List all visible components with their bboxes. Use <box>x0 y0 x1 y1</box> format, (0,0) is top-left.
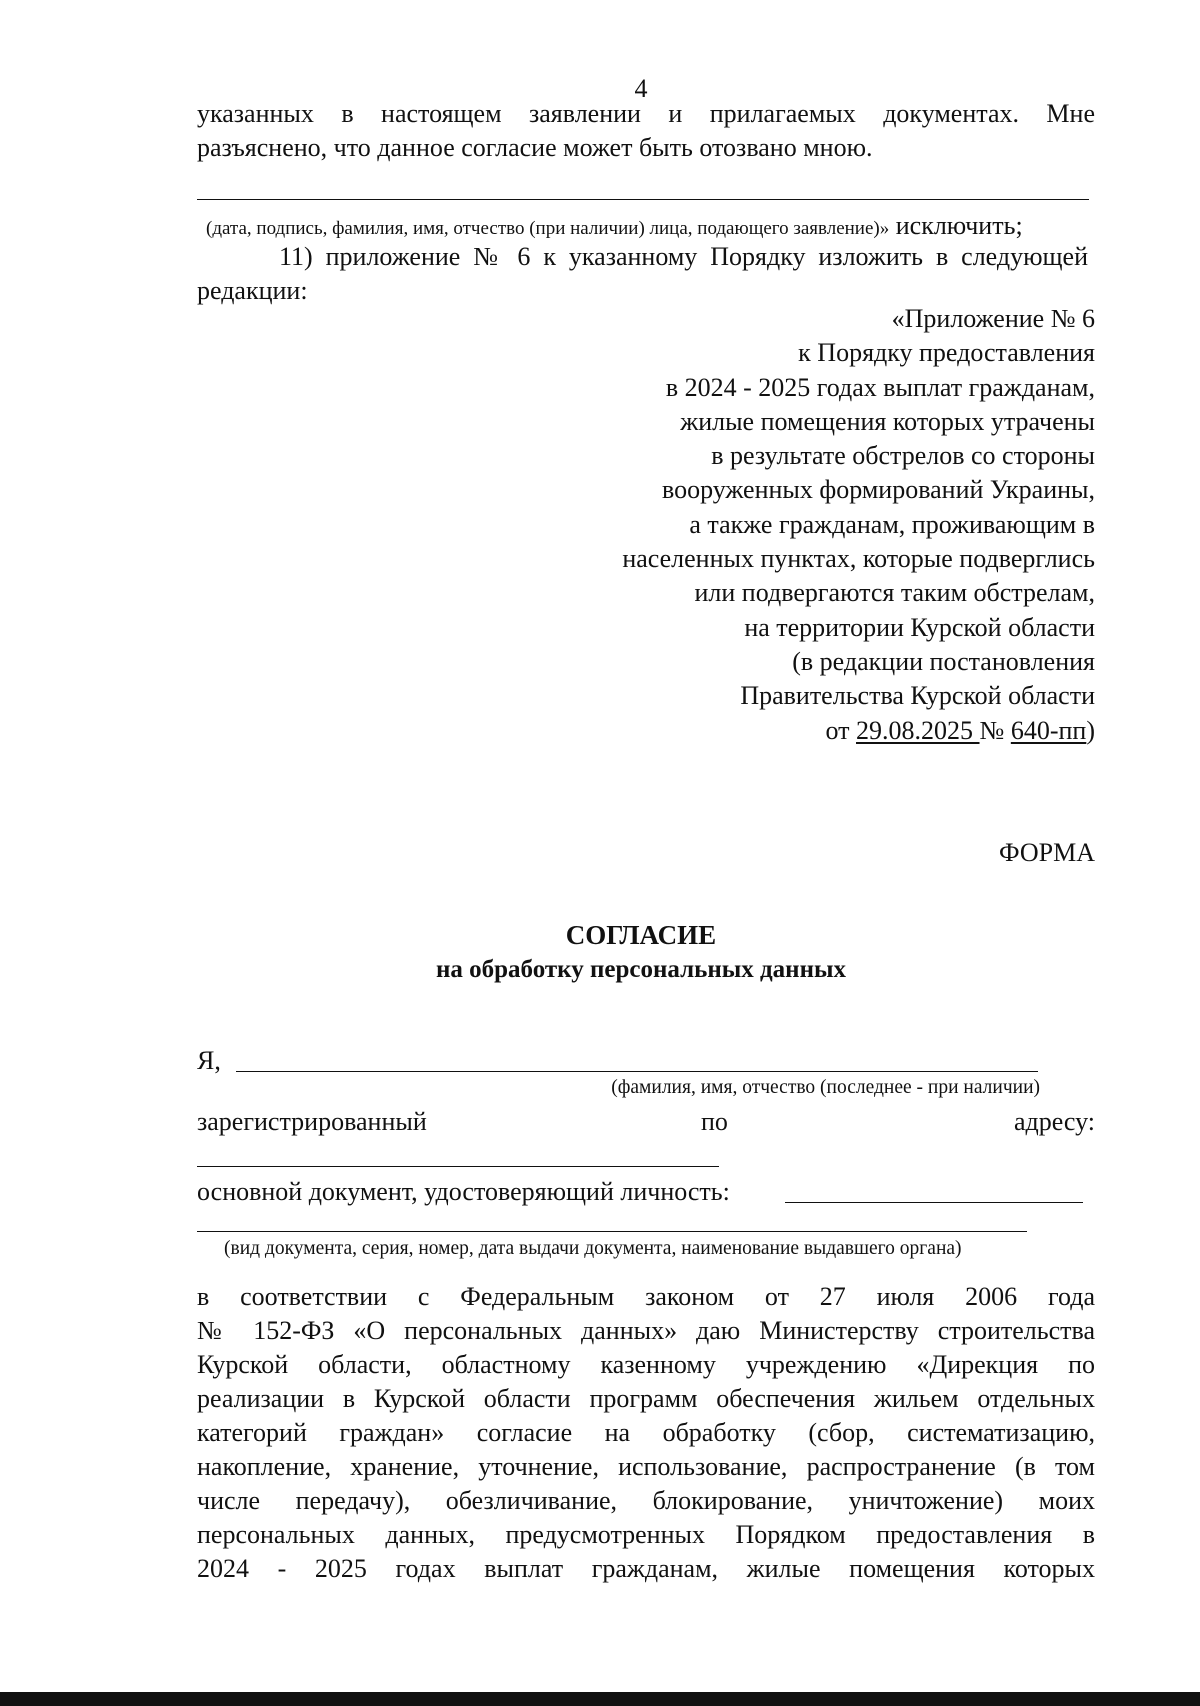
annex-line: в результате обстрелов со стороны <box>711 441 1095 471</box>
address-field-line[interactable] <box>197 1166 719 1167</box>
annex-line: на территории Курской области <box>744 612 1095 642</box>
id-doc-field-line[interactable] <box>785 1202 1083 1203</box>
address-label: адресу: <box>1013 1107 1095 1136</box>
document-title: СОГЛАСИЕ <box>565 920 717 950</box>
item-11-line-2: редакции: <box>197 276 308 305</box>
body-line: персональных данных, предусмотренных Порядком предоставления в <box>197 1520 1095 1549</box>
annex-date-line <box>622 714 1095 748</box>
annex-line: жилые помещения которых утрачены <box>680 406 1095 436</box>
intro-line-1: указанных в настоящем заявлении и прилагаемых документах. Мне <box>197 99 1095 128</box>
annex-line: вооруженных формирований Украины, <box>662 475 1095 505</box>
document-subtitle: на обработку персональных данных <box>436 956 846 983</box>
body-line: числе передачу), обезличивание, блокирование, уничтожение) моих <box>197 1486 1095 1515</box>
annex-line: к Порядку предоставления <box>798 338 1095 368</box>
annex-line: населенных пунктах, которые подверглись <box>622 544 1095 574</box>
body-line: 2024 - 2025 годах выплат гражданам, жилые помещения которых <box>197 1554 1095 1583</box>
annex-from: от <box>825 715 857 745</box>
exclude-word: исключить; <box>889 211 1023 240</box>
body-line: в соответствии с Федеральным законом от 27 июля 2006 года <box>197 1282 1095 1311</box>
annex-line: «Приложение № 6 <box>891 304 1095 333</box>
body-line: № 152-ФЗ «О персональных данных» даю Министерству строительства <box>197 1316 1095 1345</box>
annex-line: (в редакции постановления <box>792 646 1095 676</box>
body-line: Курской области, областному казенному учреждению «Дирекция по <box>197 1350 1095 1379</box>
body-line: накопление, хранение, уточнение, использование, распространение (в том <box>197 1452 1095 1481</box>
id-doc-field-line-2[interactable] <box>197 1231 1027 1232</box>
annex-line: а также гражданам, проживающим в <box>689 509 1095 539</box>
annex-number: 640-пп <box>1010 715 1087 745</box>
intro-line-2: разъяснено, что данное согласие может быть отозвано мною. <box>197 133 873 162</box>
name-field-line[interactable] <box>236 1071 1038 1072</box>
item-11-line-1: 11) приложение № 6 к указанному Порядку изложить в следующей <box>279 242 1088 271</box>
annex-date: 29.08.2025 <box>856 715 980 745</box>
signature-line <box>197 199 1089 200</box>
body-line: реализации в Курской области программ обеспечения жильем отдельных <box>197 1384 1095 1413</box>
annex-line: или подвергаются таким обстрелам, <box>694 578 1095 608</box>
page-number: 4 <box>634 74 648 103</box>
i-label: Я, <box>197 1046 221 1075</box>
id-doc-label: основной документ, удостоверяющий личность: <box>197 1177 730 1206</box>
annex-block <box>622 302 1095 748</box>
name-caption: (фамилия, имя, отчество (последнее - при наличии) <box>611 1077 1040 1098</box>
annex-line: Правительства Курской области <box>740 681 1095 711</box>
signature-caption-row <box>206 209 1023 243</box>
po-label: по <box>701 1107 728 1136</box>
annex-closing: ) <box>1086 715 1095 745</box>
annex-number-sign: № <box>979 715 1011 745</box>
signature-caption: (дата, подпись, фамилия, имя, отчество (при наличии) лица, подающего заявление)» <box>206 218 890 239</box>
form-label: ФОРМА <box>999 838 1095 867</box>
body-line: категорий граждан» согласие на обработку (сбор, систематизацию, <box>197 1418 1095 1447</box>
page-bottom-edge <box>0 1692 1200 1706</box>
doc-caption: (вид документа, серия, номер, дата выдачи документа, наименование выдавшего органа) <box>224 1238 962 1259</box>
annex-line: в 2024 - 2025 годах выплат гражданам, <box>665 372 1095 402</box>
registered-label: зарегистрированный <box>197 1107 427 1136</box>
